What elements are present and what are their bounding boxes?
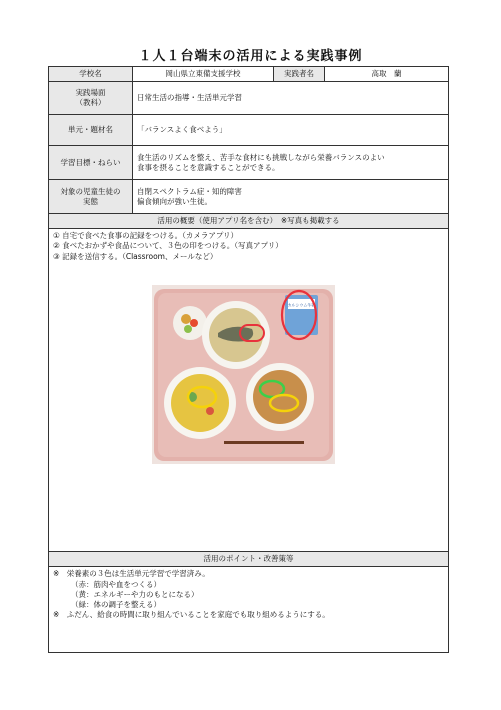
milk-label: カルシウム牛乳 (287, 302, 316, 308)
overview-item-2: ② 食べたおかずや食品について、３色の印をつける。（写真アプリ） (53, 241, 283, 251)
meal-photo (152, 285, 335, 464)
side-food-3 (184, 325, 192, 333)
scene-label-line1: 実践場面 (75, 88, 106, 97)
noodle-food (253, 370, 307, 424)
unit-value: 「バランスよく食べよう」 (133, 115, 449, 146)
overview-item-1: ① 自宅で食べた食事の記録をつける。（カメラアプリ） (53, 231, 239, 241)
school-name: 岡山県立東備支援学校 (133, 67, 274, 82)
points-line-1: ※ 栄養素の３色は生活単元学習で学習済み。 (53, 569, 210, 579)
target-line2: 偏食傾向が強い生徒。 (137, 196, 212, 206)
page-title: １人１台端末の活用による実践事例 (138, 49, 363, 64)
overview-item-3: ③ 記録を送信する。（Classroom、メールなど） (53, 251, 218, 261)
points-body (49, 567, 449, 653)
chopsticks (224, 441, 304, 444)
points-line-4: （緑：体の調子を整える） (71, 599, 161, 609)
target-label-line2: 実態 (83, 196, 98, 206)
goal-label: 学習目標・ねらい (49, 146, 133, 180)
scene-label-line2: （教科） (75, 98, 106, 108)
teacher-label: 実践者名 (274, 67, 325, 82)
side-food-1 (181, 314, 191, 324)
points-line-3: （黄：エネルギーや力のもとになる） (71, 589, 199, 599)
scene-label (49, 82, 133, 115)
rice-food (171, 374, 229, 432)
target-label-line1: 対象の児童生徒の (60, 186, 121, 196)
goal-line1: 食生活のリズムを整え、苦手な食材にも挑戦しながら栄養バランスのよい (137, 152, 385, 162)
rice-veg-2 (206, 407, 214, 415)
points-header: 活用のポイント・改善策等 (49, 552, 449, 567)
overview-list (53, 231, 283, 261)
scene-value: 日常生活の指導・生活単元学習 (133, 82, 449, 115)
target-label (49, 180, 133, 214)
goal-value (133, 146, 449, 180)
side-food-2 (190, 319, 198, 327)
overview-body (49, 229, 449, 552)
points-line-2: （赤：筋肉や血をつくる） (71, 579, 161, 589)
target-value (133, 180, 449, 214)
teacher-name: 高取 蘭 (325, 67, 449, 82)
school-label: 学校名 (49, 67, 133, 82)
goal-line2: 食事を摂ることを意識することができる。 (137, 162, 280, 172)
target-line1: 自閉スペクトラム症・知的障害 (137, 186, 242, 196)
unit-label: 単元・題材名 (49, 115, 133, 146)
points-line-5: ※ ふだん、給食の時間に取り組んでいることを家庭でも取り組めるようにする。 (53, 609, 330, 619)
overview-header: 活用の概要（使用アプリ名を含む） ※写真も掲載する (49, 214, 449, 229)
case-table (48, 66, 449, 653)
